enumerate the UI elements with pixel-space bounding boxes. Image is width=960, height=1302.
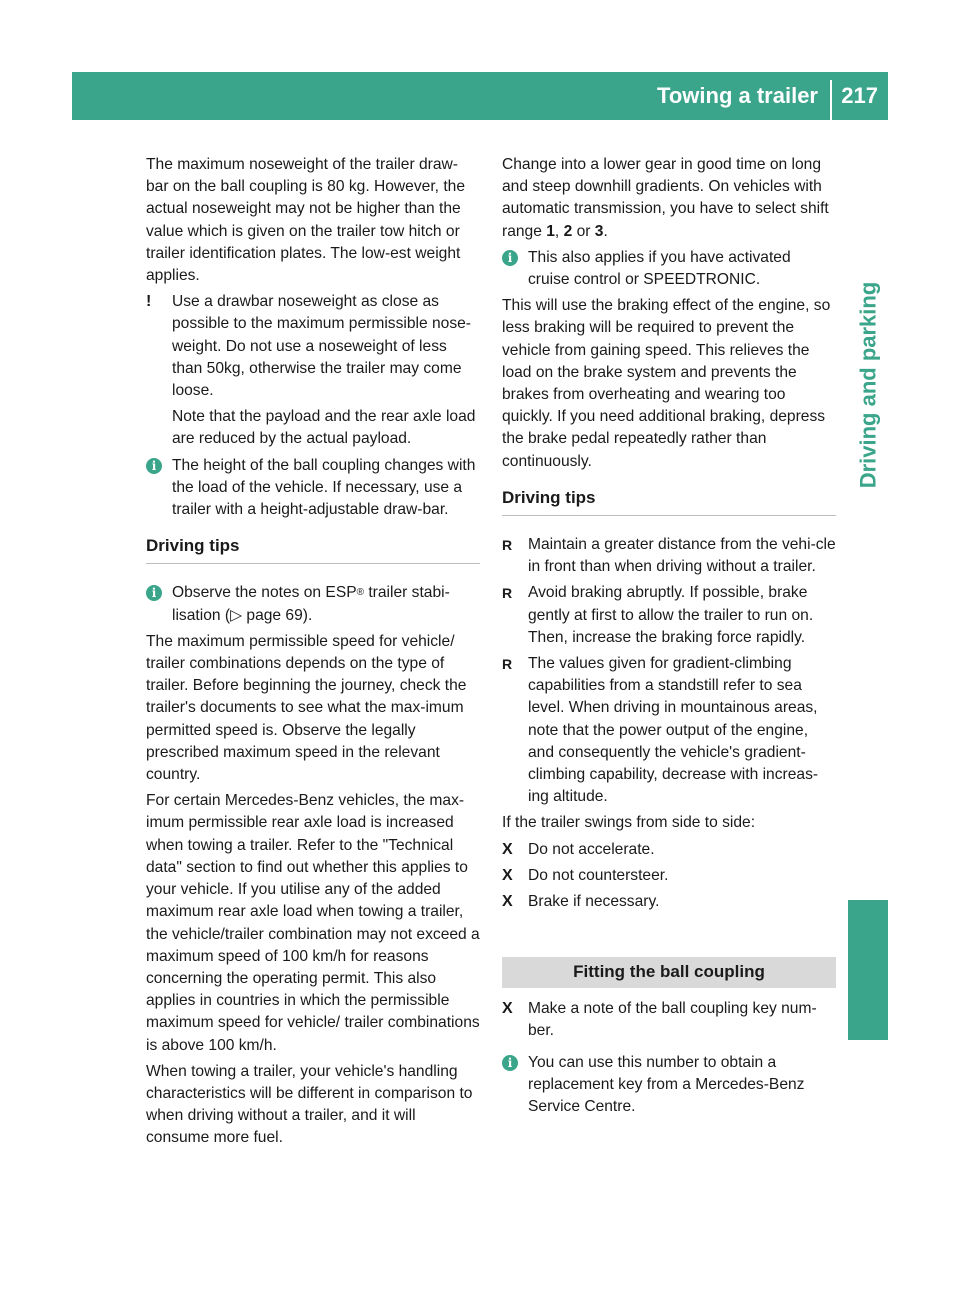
bullet-icon: R — [502, 537, 513, 554]
warning-icon: ! — [146, 293, 152, 311]
page-link[interactable]: page 69). — [242, 606, 313, 624]
left-column — [146, 154, 480, 1154]
header-bar — [72, 72, 888, 120]
side-tab-label — [848, 250, 888, 520]
bullet-icon: R — [502, 585, 513, 602]
paragraph: When towing a trailer, your vehicle's handling characteristics will be different in comparison to when driving without a trailer, and it will consume more fuel. — [146, 1062, 473, 1147]
info-icon: i — [146, 458, 162, 474]
info-icon: i — [502, 1055, 518, 1071]
step-item: X Do not countersteer. — [502, 865, 836, 887]
section-heading-boxed: Fitting the ball coupling — [502, 957, 836, 987]
info-icon: i — [146, 585, 162, 601]
chapter-label: Driving and parking — [855, 281, 880, 489]
step-item: X Do not accelerate. — [502, 839, 836, 861]
bullet-icon: R — [502, 656, 513, 673]
paragraph: This will use the braking effect of the engine, so less braking will be required to prevent the vehicle from gaining speed. This relieves the load on the brake system and prevents the brakes from overheating and wearing too quickly. If you need additional braking, depress the brake pedal repeatedly rather than continuously. — [502, 297, 831, 470]
section-title: Towing a trailer — [657, 83, 818, 108]
paragraph: The maximum permissible speed for vehicle/ trailer combinations depends on the type of trailer. Before beginning the journey, check the trailer's documents to see what the max-imum permitted speed is. Observe the legally prescribed maximum speed in the relevant country. — [146, 632, 467, 784]
info-text: The height of the ball coupling changes with the load of the vehicle. If necessary, use a trailer with a height-adjustable draw-bar. — [172, 456, 476, 519]
list-item: R The values given for gradient-climbing capabilities from a standstill refer to sea level. When driving in mountainous areas, note that the power output of the engine, and consequently the vehicle's gradient-climbing capability, decrease with increas-ing altitude. — [502, 655, 819, 806]
info-icon: i — [502, 250, 518, 266]
paragraph: Change into a lower gear in good time on long and steep downhill gradients. On vehicles with automatic transmission, you have to select shift range 1, 2 or 3. — [502, 156, 829, 240]
info-note-esp — [146, 582, 480, 626]
step-arrow-icon: X — [502, 893, 513, 911]
info-note — [502, 1052, 836, 1119]
step-arrow-icon: X — [502, 866, 513, 884]
page-number: 217 — [841, 83, 878, 108]
list-item: R Avoid braking abruptly. If possible, brake gently at first to allow the trailer to run on. Then, increase the braking force rapidly. — [502, 584, 814, 646]
info-note — [146, 455, 480, 522]
section-heading: Driving tips — [146, 535, 480, 564]
step-item: X Make a note of the ball coupling key num-ber. — [502, 999, 817, 1039]
info-text: This also applies if you have activated cruise control or SPEEDTRONIC. — [528, 248, 791, 289]
step-arrow-icon: X — [502, 999, 513, 1017]
info-text: Observe the notes on ESP® trailer stabi-lisation (▷ page 69). — [172, 584, 450, 624]
section-heading: Driving tips — [502, 487, 836, 516]
paragraph: The maximum noseweight of the trailer draw-bar on the ball coupling is 80 kg. However, the actual noseweight may not be higher than the value which is given on the trailer tow hitch or trailer identification plates. The low-est weight applies. — [146, 156, 466, 285]
step-item: X Brake if necessary. — [502, 891, 836, 913]
step-arrow-icon: X — [502, 840, 513, 858]
paragraph: For certain Mercedes-Benz vehicles, the max-imum permissible rear axle load is increased when towing a trailer. Refer to the "Technical data" section to find out whether this applies to your vehicle. If you utilise any of the added maximum rear axle load when towing a trailer, the vehicle/trailer combination may not exceed a maximum speed of 100 km/h for reasons concerning the operating permit. This also applies in countries in which the permissible maximum speed for vehicle/ trailer combinations is above 100 km/h. — [146, 792, 480, 1054]
info-text: You can use this number to obtain a replacement key from a Mercedes-Benz Service Centre. — [528, 1053, 805, 1116]
side-tab-marker — [848, 900, 888, 1040]
page-ref-arrow-icon: ▷ — [230, 606, 243, 624]
paragraph: If the trailer swings from side to side: — [502, 814, 756, 832]
list-item: R Maintain a greater distance from the vehi-cle in front than when driving without a trailer. — [502, 536, 836, 576]
info-note — [502, 247, 836, 291]
right-column — [502, 154, 836, 1123]
warning-text-2: Note that the payload and the rear axle load are reduced by the actual payload. — [172, 408, 476, 448]
header-divider — [830, 80, 832, 120]
warning-text: Use a drawbar noseweight as close as possible to the maximum permissible nose-weight. Do not use a noseweight of less than 50kg, otherwise the trailer may come loose. — [172, 293, 471, 400]
warning-note — [146, 291, 480, 450]
